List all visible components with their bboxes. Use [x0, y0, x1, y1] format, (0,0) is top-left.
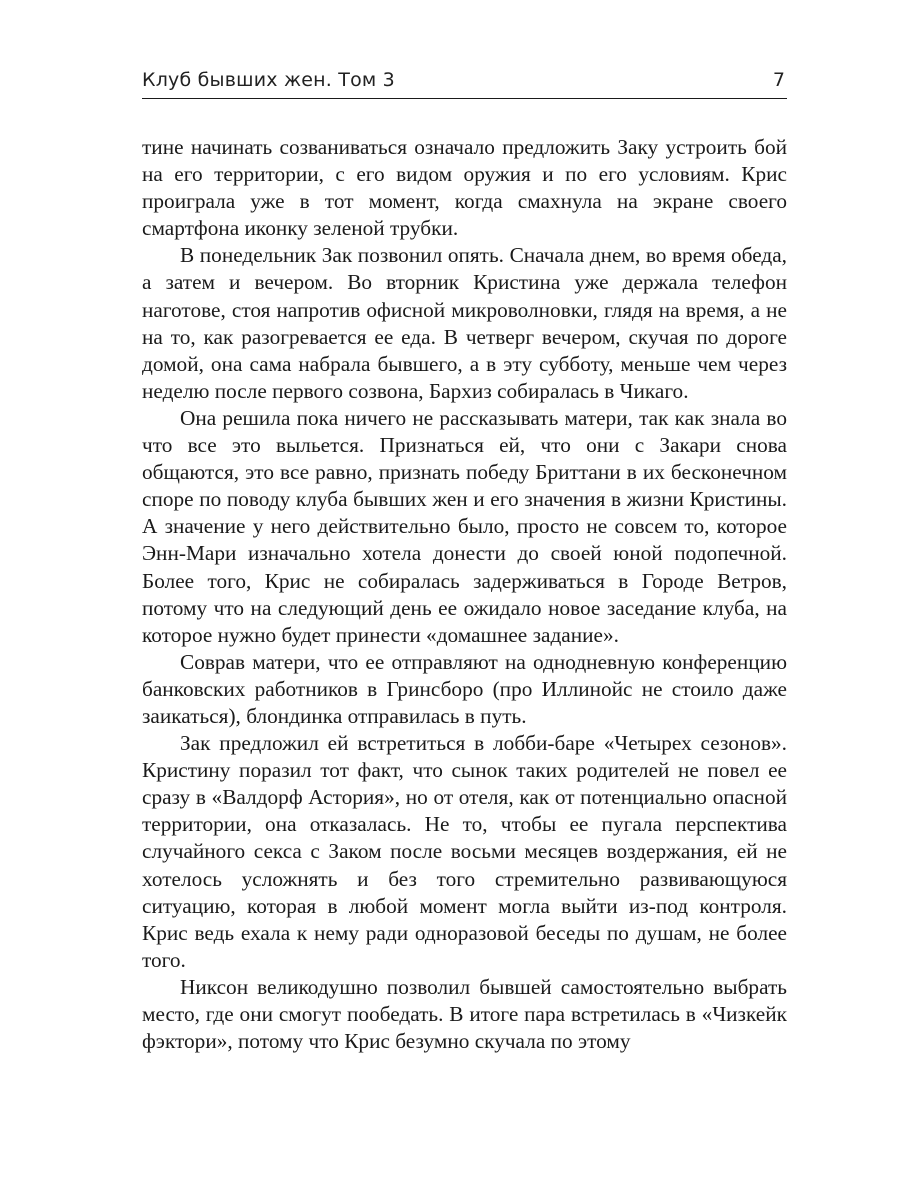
book-title: Клуб бывших жен. Том 3	[142, 69, 395, 91]
body-text	[142, 134, 787, 1055]
paragraph: Никсон великодушно позволил бывшей самостоятельно выбрать место, где они смогут пообедать. В итоге пара встретилась в «Чизкейк фэктори», потому что Крис безумно скучала по этому	[142, 974, 787, 1054]
running-head	[142, 66, 787, 99]
paragraph: Она решила пока ничего не рассказывать матери, так как знала во что все это выльется. Признаться ей, что они с Закари снова общаются, это все равно, признать победу Бриттани в их бесконечном споре по поводу клуба бывших жен и его значения в жизни Кристины. А значение у него действительно было, просто не совсем то, которое Энн-Мари изначально хотела донести до своей юной подопечной. Более того, Крис не собиралась задерживаться в Городе Ветров, потому что на следующий день ее ожидало новое заседание клуба, на которое нужно будет принести «домашнее задание».	[142, 405, 787, 647]
paragraph: Соврав матери, что ее отправляют на однодневную конференцию банковских работников в Гринсборо (про Иллинойс не стоило даже заикаться), блондинка отправилась в путь.	[142, 649, 787, 728]
paragraph: Зак предложил ей встретиться в лобби-баре «Четырех сезонов». Кристину поразил тот факт, что сынок таких родителей не повел ее сразу в «Валдорф Астория», но от отеля, как от потенциально опасной территории, она отказалась. Не то, чтобы ее пугала перспектива случайного секса с Заком после восьми месяцев воздержания, ей не хотелось усложнять и без того стремительно развивающуюся ситуацию, которая в любой момент могла выйти из-под контроля. Крис ведь ехала к нему ради одноразовой беседы по душам, не более того.	[142, 731, 787, 972]
paragraph: В понедельник Зак позвонил опять. Сначала днем, во время обеда, а затем и вечером. Во вторник Кристина уже держала телефон наготове, стоя напротив офисной микроволновки, глядя на время, а не на то, как разогревается ее еда. В четверг вечером, скучая по дороге домой, она сама набрала бывшего, а в эту субботу, меньше чем через неделю после первого созвона, Бархиз собиралась в Чикаго.	[142, 243, 787, 403]
paragraph-continued: тине начинать созваниваться означало предложить Заку устроить бой на его территории, с его видом оружия и по его условиям. Крис проиграла уже в тот момент, когда смахнула на экране своего смартфона иконку зеленой трубки.	[142, 135, 787, 241]
page-number: 7	[772, 69, 785, 91]
